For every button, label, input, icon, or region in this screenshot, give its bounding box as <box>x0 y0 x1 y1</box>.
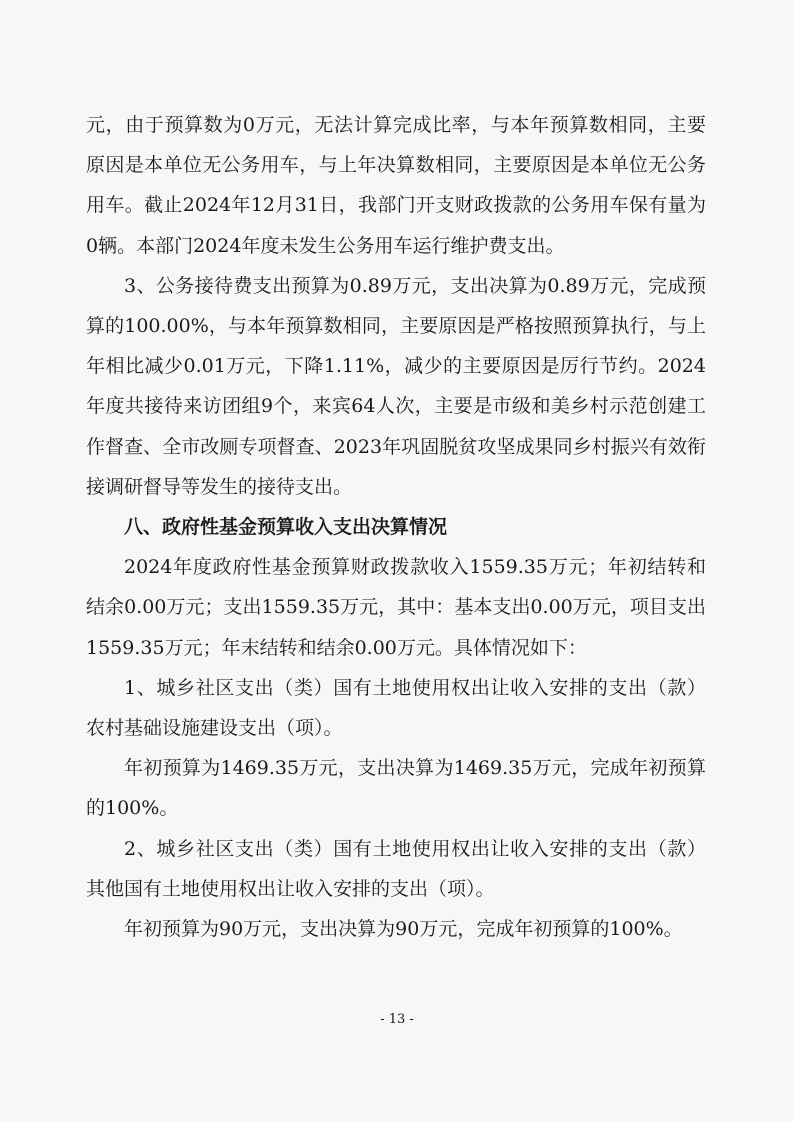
paragraph-reception-expense: 3、公务接待费支出预算为0.89万元，支出决算为0.89万元，完成预算的100.00%，与本年预算数相同，主要原因是严格按照预算执行，与上年相比减少0.01万元，下降1.11%，减少的主要原因是厉行节约。2024年度共接待来访团组9个，来宾64人次，主要是市级和美乡村示范创建工作督查、全市改厕专项督查、2023年巩固脱贫攻坚成果同乡村振兴有效衔接调研督导等发生的接待支出。 <box>86 274 706 498</box>
paragraph-item-1-title: 1、城乡社区支出（类）国有土地使用权出让收入安排的支出（款）农村基础设施建设支出（项）。 <box>86 676 706 740</box>
paragraph-vehicle-continued: 元，由于预算数为0万元，无法计算完成比率，与本年预算数相同，主要原因是本单位无公务用车，与上年决算数相同，主要原因是本单位无公务用车。截止2024年12月31日，我部门开支财政拨款的公务用车保有量为0辆。本部门2024年度未发生公务用车运行维护费支出。 <box>86 114 706 257</box>
page-number: - 13 - <box>380 1012 414 1027</box>
paragraph-item-2-title: 2、城乡社区支出（类）国有土地使用权出让收入安排的支出（款）其他国有土地使用权出让收入安排的支出（项）。 <box>86 837 706 900</box>
document-body <box>86 105 706 949</box>
section-heading-government-fund: 八、政府性基金预算收入支出决算情况 <box>124 516 448 539</box>
paragraph-item-2-detail: 年初预算为90万元，支出决算为90万元，完成年初预算的100%。 <box>124 918 683 941</box>
paragraph-fund-summary: 2024年度政府性基金预算财政拨款收入1559.35万元；年初结转和结余0.00万元；支出1559.35万元，其中：基本支出0.00万元，项目支出1559.35万元；年末结转和结余0.00万元。具体情况如下： <box>86 556 706 659</box>
paragraph-item-1-detail: 年初预算为1469.35万元，支出决算为1469.35万元，完成年初预算的100%。 <box>86 757 706 820</box>
